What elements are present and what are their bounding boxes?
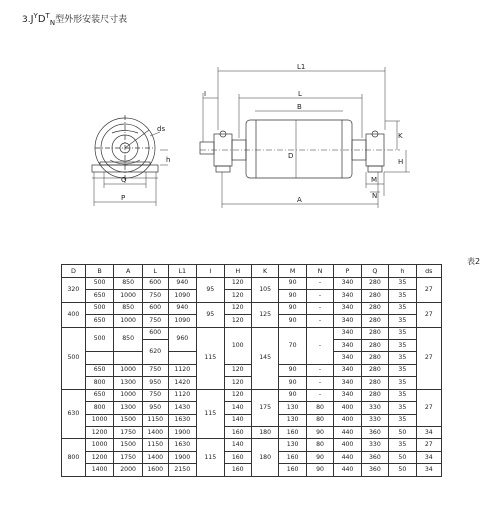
cell-N: - [306, 389, 333, 401]
cell-M: 160 [279, 464, 306, 477]
cell-N: 90 [306, 464, 333, 477]
cell-M: 90 [279, 290, 306, 302]
cell-K: 175 [251, 389, 278, 426]
cell-L: 750 [142, 290, 168, 302]
cell-A: 1300 [114, 377, 143, 389]
cell-h: 35 [389, 315, 416, 327]
cell-N: - [306, 277, 333, 289]
cell-h: 35 [389, 439, 416, 451]
header-cell: P [334, 265, 361, 278]
header-cell: L [142, 265, 168, 278]
cell-L: 600 [142, 277, 168, 289]
cell-ds: 27 [416, 389, 441, 426]
cell-B: 500 [85, 327, 114, 352]
cell-A: 850 [114, 277, 143, 289]
cell-ds: 27 [416, 277, 441, 302]
cell-L1: 1630 [168, 439, 197, 451]
cell-I: 95 [197, 302, 224, 327]
cell-L1: 960 [168, 327, 197, 352]
cell-L: 950 [142, 377, 168, 389]
cell-M: 130 [279, 439, 306, 451]
label-Q: Q [121, 176, 127, 184]
label-P: P [121, 194, 126, 202]
cell-H: 120 [224, 377, 251, 389]
cell-M: 90 [279, 315, 306, 327]
cell-L: 620 [142, 339, 168, 364]
cell-A: 1000 [114, 315, 143, 327]
cell-K: 180 [251, 427, 278, 439]
header-cell: Q [361, 265, 388, 278]
cell-h: 50 [389, 464, 416, 477]
cell-h: 35 [389, 277, 416, 289]
header-cell: M [279, 265, 306, 278]
cell-K: 180 [251, 439, 278, 477]
header-cell: D [62, 265, 86, 278]
cell-L: 1600 [142, 464, 168, 477]
cell-B: 650 [85, 290, 114, 302]
cell-B: 1400 [85, 464, 114, 477]
cell-P: 340 [334, 339, 361, 351]
cell-K: 105 [251, 277, 278, 302]
cell-B: 500 [85, 302, 114, 314]
cell-N: - [306, 315, 333, 327]
table-header-row [62, 265, 442, 278]
cell-L: 750 [142, 364, 168, 376]
cell-H: 140 [224, 402, 251, 414]
cell-P: 440 [334, 427, 361, 439]
label-h: h [166, 156, 171, 164]
cell-h: 50 [389, 427, 416, 439]
cell-A: 1750 [114, 427, 143, 439]
cell-L: 750 [142, 315, 168, 327]
cell-D: 320 [62, 277, 86, 302]
cell-Q: 360 [361, 464, 388, 477]
cell-P: 440 [334, 464, 361, 477]
cell-A: 2000 [114, 464, 143, 477]
cell-ds: 34 [416, 427, 441, 439]
cell-H: 140 [224, 414, 251, 426]
cell-N: - [306, 302, 333, 314]
cell-L1 [168, 352, 197, 364]
label-I: I [204, 90, 207, 98]
table-row [62, 389, 442, 401]
label-N: N [372, 192, 378, 200]
cell-P: 340 [334, 389, 361, 401]
cell-B: 800 [85, 402, 114, 414]
cell-h: 35 [389, 339, 416, 351]
heading-model-mid: D [37, 14, 46, 25]
cell-B: 650 [85, 364, 114, 376]
header-cell: B [85, 265, 114, 278]
cell-B: 1000 [85, 439, 114, 451]
cell-ds: 34 [416, 464, 441, 477]
header-cell: H [224, 265, 251, 278]
cell-L: 1400 [142, 451, 168, 463]
cell-H: 120 [224, 290, 251, 302]
cell-A: 1750 [114, 451, 143, 463]
cell-Q: 360 [361, 427, 388, 439]
cell-L1: 1420 [168, 377, 197, 389]
cell-P: 400 [334, 414, 361, 426]
cell-L1: 1090 [168, 315, 197, 327]
cell-L1: 1090 [168, 290, 197, 302]
cell-B: 1000 [85, 414, 114, 426]
cell-A: 1500 [114, 439, 143, 451]
cell-B: 650 [85, 389, 114, 401]
cell-h: 35 [389, 352, 416, 364]
cell-Q: 360 [361, 451, 388, 463]
cell-D: 630 [62, 389, 86, 439]
cell-N: - [306, 364, 333, 376]
cell-K: 145 [251, 327, 278, 389]
cell-M: 90 [279, 364, 306, 376]
cell-A: 850 [114, 302, 143, 314]
label-ds: ds [157, 125, 166, 133]
cell-M: 90 [279, 302, 306, 314]
cell-H: 160 [224, 427, 251, 439]
cell-P: 340 [334, 290, 361, 302]
cell-Q: 280 [361, 377, 388, 389]
cell-N: 90 [306, 427, 333, 439]
cell-M: 130 [279, 402, 306, 414]
cell-Q: 280 [361, 327, 388, 339]
cell-P: 340 [334, 377, 361, 389]
header-cell: ds [416, 265, 441, 278]
header-cell: A [114, 265, 143, 278]
cell-L1: 1430 [168, 402, 197, 414]
cell-h: 35 [389, 389, 416, 401]
label-H: H [398, 158, 404, 166]
cell-P: 340 [334, 327, 361, 339]
cell-M: 160 [279, 451, 306, 463]
heading-text: 型外形安装尺寸表 [55, 15, 128, 25]
table-row [62, 327, 442, 339]
cell-K: 125 [251, 302, 278, 327]
cell-P: 340 [334, 352, 361, 364]
cell-H: 120 [224, 315, 251, 327]
cell-H: 120 [224, 302, 251, 314]
label-A: A [297, 196, 302, 204]
cell-A [114, 352, 143, 364]
drum-dimension-drawing [0, 0, 500, 250]
cell-L1: 2150 [168, 464, 197, 477]
cell-H: 120 [224, 277, 251, 289]
cell-B: 800 [85, 377, 114, 389]
cell-B: 650 [85, 315, 114, 327]
dimension-table [61, 264, 442, 477]
cell-Q: 280 [361, 302, 388, 314]
cell-L: 1150 [142, 439, 168, 451]
cell-Q: 330 [361, 414, 388, 426]
cell-Q: 280 [361, 290, 388, 302]
cell-I: 115 [197, 327, 224, 389]
cell-M: 160 [279, 427, 306, 439]
cell-M: 130 [279, 414, 306, 426]
cell-M: 70 [279, 327, 306, 364]
cell-A: 1000 [114, 364, 143, 376]
cell-P: 340 [334, 302, 361, 314]
table-row [62, 439, 442, 451]
label-L: L [298, 90, 302, 98]
cell-B: 1200 [85, 427, 114, 439]
cell-N: 80 [306, 414, 333, 426]
cell-N: 90 [306, 451, 333, 463]
cell-M: 90 [279, 377, 306, 389]
cell-A: 1000 [114, 290, 143, 302]
heading-model-sub: N [49, 18, 56, 27]
header-cell: N [306, 265, 333, 278]
heading-model-sup2: T [45, 12, 50, 20]
cell-N: - [306, 290, 333, 302]
cell-ds: 27 [416, 302, 441, 327]
cell-P: 340 [334, 364, 361, 376]
cell-N: 80 [306, 402, 333, 414]
cell-D: 500 [62, 327, 86, 389]
cell-N: - [306, 377, 333, 389]
cell-Q: 330 [361, 402, 388, 414]
cell-M: 90 [279, 389, 306, 401]
cell-P: 340 [334, 277, 361, 289]
cell-Q: 280 [361, 364, 388, 376]
cell-N: 80 [306, 439, 333, 451]
cell-N: - [306, 327, 333, 364]
cell-ds: 27 [416, 439, 441, 451]
cell-Q: 280 [361, 339, 388, 351]
cell-I: 115 [197, 389, 224, 439]
cell-L1: 1120 [168, 389, 197, 401]
label-L1: L1 [297, 63, 306, 71]
label-K: K [398, 132, 403, 140]
cell-ds: 27 [416, 327, 441, 389]
cell-L1: 1900 [168, 427, 197, 439]
cell-B: 500 [85, 277, 114, 289]
cell-h: 35 [389, 290, 416, 302]
cell-P: 400 [334, 439, 361, 451]
cell-h: 35 [389, 402, 416, 414]
cell-H: 100 [224, 327, 251, 364]
cell-h: 35 [389, 302, 416, 314]
cell-B: 1200 [85, 451, 114, 463]
cell-A: 1000 [114, 389, 143, 401]
table-row [62, 427, 442, 439]
cell-Q: 280 [361, 352, 388, 364]
cell-A: 850 [114, 327, 143, 352]
cell-M: 90 [279, 277, 306, 289]
cell-L: 1150 [142, 414, 168, 426]
cell-h: 35 [389, 364, 416, 376]
heading-number: 3. [22, 15, 31, 25]
cell-L: 750 [142, 389, 168, 401]
table-label: 表2 [467, 257, 481, 266]
cell-P: 440 [334, 451, 361, 463]
cell-P: 340 [334, 315, 361, 327]
label-B: B [297, 103, 302, 111]
label-D: D [288, 152, 294, 160]
side-view [200, 67, 410, 208]
cell-Q: 280 [361, 389, 388, 401]
cell-h: 50 [389, 451, 416, 463]
cell-L: 1400 [142, 427, 168, 439]
cell-L: 600 [142, 302, 168, 314]
table-row [62, 277, 442, 289]
cell-B [85, 352, 114, 364]
cell-P: 400 [334, 402, 361, 414]
cell-Q: 330 [361, 439, 388, 451]
cell-L1: 1630 [168, 414, 197, 426]
cell-H: 140 [224, 439, 251, 451]
cell-Q: 280 [361, 315, 388, 327]
cell-L: 600 [142, 327, 168, 339]
cell-h: 35 [389, 414, 416, 426]
header-cell: L1 [168, 265, 197, 278]
cell-H: 120 [224, 364, 251, 376]
cell-H: 160 [224, 464, 251, 477]
header-cell: K [251, 265, 278, 278]
heading-model-sup: Y [33, 12, 38, 20]
cell-L1: 940 [168, 302, 197, 314]
cell-H: 160 [224, 451, 251, 463]
cell-D: 400 [62, 302, 86, 327]
cell-H: 120 [224, 389, 251, 401]
cell-D: 800 [62, 439, 86, 477]
cell-Q: 280 [361, 277, 388, 289]
cell-I: 115 [197, 439, 224, 477]
heading-model-prefix: J [30, 14, 34, 25]
cell-A: 1300 [114, 402, 143, 414]
label-M: M [371, 176, 378, 184]
table-row [62, 302, 442, 314]
cell-I: 95 [197, 277, 224, 302]
cell-A: 1500 [114, 414, 143, 426]
cell-h: 35 [389, 377, 416, 389]
cell-L1: 1900 [168, 451, 197, 463]
cell-L: 950 [142, 402, 168, 414]
header-cell: I [197, 265, 224, 278]
cell-L1: 940 [168, 277, 197, 289]
cell-h: 35 [389, 327, 416, 339]
cell-ds: 34 [416, 451, 441, 463]
header-cell: h [389, 265, 416, 278]
cell-L1: 1120 [168, 364, 197, 376]
